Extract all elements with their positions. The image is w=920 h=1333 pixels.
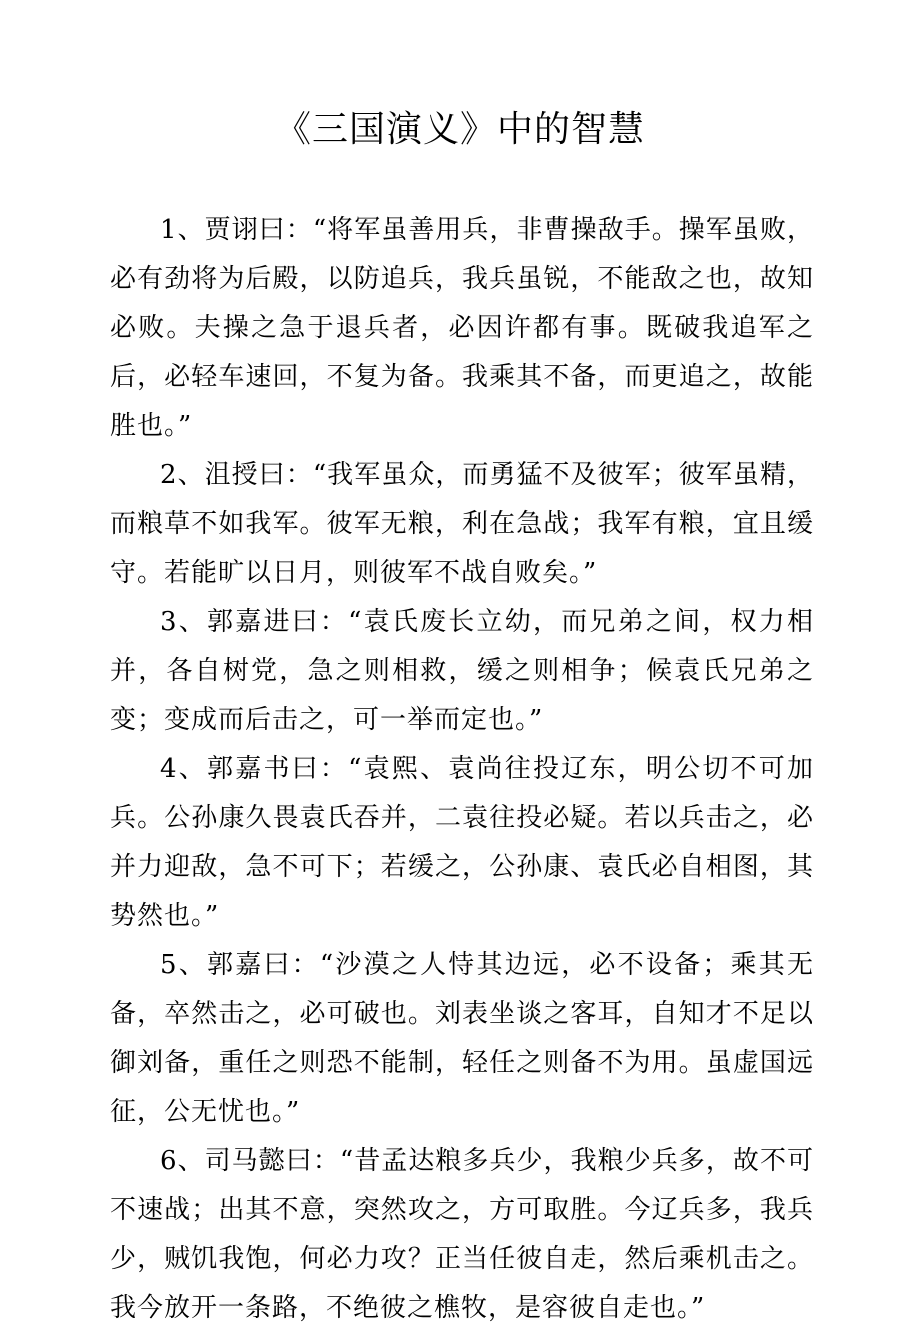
paragraph-3: 3、郭嘉进曰：“袁氏废长立幼，而兄弟之间，权力相并，各自树党，急之则相救，缓之则相争；候袁氏兄弟之变；变成而后击之，可一举而定也。” [110,607,814,735]
document-body [110,206,814,1333]
paragraph-2: 2、沮授曰：“我军虽众，而勇猛不及彼军；彼军虽精，而粮草不如我军。彼军无粮，利在急战；我军有粮，宜且缓守。若能旷以日月，则彼军不战自败矣。” [110,460,814,588]
paragraph-6: 6、司马懿曰：“昔孟达粮多兵少，我粮少兵多，故不可不速战；出其不意，突然攻之，方可取胜。今辽兵多，我兵少，贼饥我饱，何必力攻？正当任彼自走，然后乘机击之。我今放开一条路，不绝彼之樵牧，是容彼自走也。” [110,1146,814,1323]
paragraph-5: 5、郭嘉曰：“沙漠之人恃其边远，必不设备；乘其无备，卒然击之，必可破也。刘表坐谈之客耳，自知才不足以御刘备，重任之则恐不能制，轻任之则备不为用。虽虚国远征，公无忧也。” [110,950,814,1127]
page-title: 《三国演义》中的智慧 [274,109,645,150]
paragraph-1: 1、贾诩曰：“将军虽善用兵，非曹操敌手。操军虽败，必有劲将为后殿，以防追兵，我兵虽锐，不能敌之也，故知必败。夫操之急于退兵者，必因许都有事。既破我追军之后，必轻车速回，不复为备。我乘其不备，而更追之，故能胜也。” [110,215,814,441]
paragraph-4: 4、郭嘉书曰：“袁熙、袁尚往投辽东，明公切不可加兵。公孙康久畏袁氏吞并，二袁往投必疑。若以兵击之，必并力迎敌，急不可下；若缓之，公孙康、袁氏必自相图，其势然也。” [110,754,814,931]
